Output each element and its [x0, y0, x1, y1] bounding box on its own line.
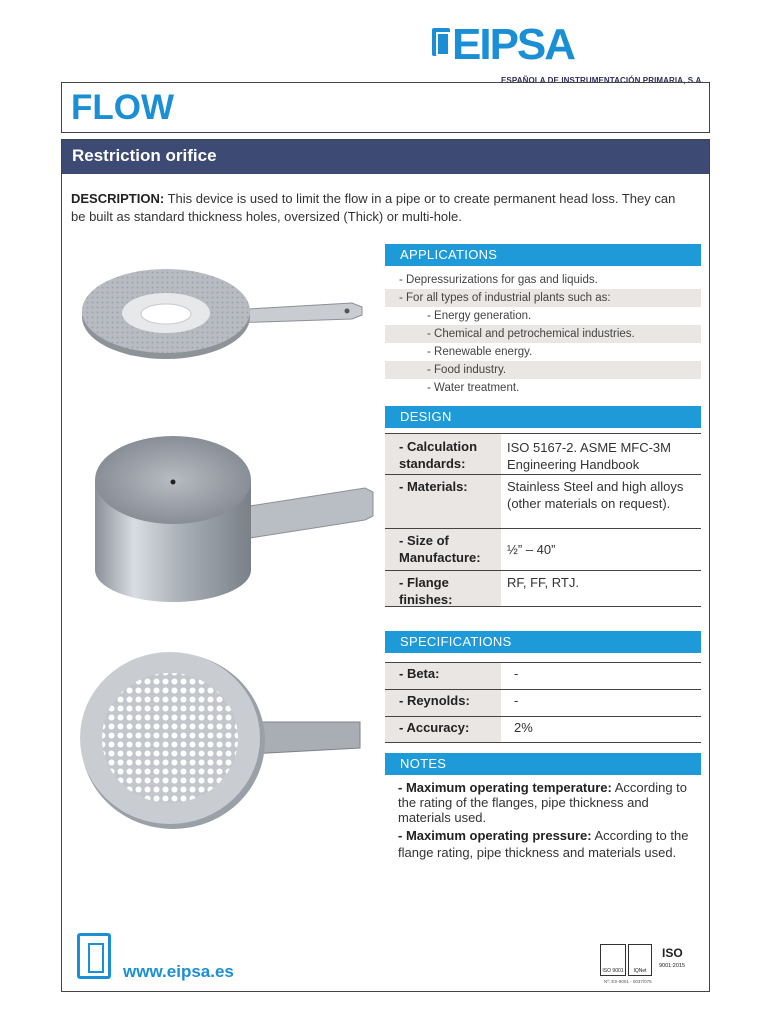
notes-header — [385, 753, 701, 775]
iso-badge-sub: 9001:2015 — [659, 963, 685, 969]
design-table — [385, 433, 701, 607]
description — [71, 190, 691, 226]
design-heading: DESIGN — [400, 409, 452, 424]
notes-heading: NOTES — [400, 756, 447, 771]
list-item: - Energy generation. — [427, 310, 532, 322]
category-header — [61, 82, 710, 133]
design-value: ½” – 40” — [507, 542, 556, 557]
logo-wordmark: EIPSA — [452, 20, 575, 69]
table-row — [385, 570, 701, 607]
list-item: - Chemical and petrochemical industries. — [385, 325, 701, 343]
applications-list — [385, 271, 701, 397]
table-row — [385, 474, 701, 528]
list-item: - For all types of industrial plants such as: — [385, 289, 701, 307]
list-item: - Depressurizations for gas and liquids. — [399, 274, 598, 286]
eipsa-mark-icon — [432, 28, 450, 56]
applications-header — [385, 244, 701, 266]
table-row — [385, 689, 701, 716]
description-text: This device is used to limit the flow in a pipe or to create permanent head loss. They can be built as standard thickness holes, oversized (Thick) or multi-hole. — [71, 191, 676, 224]
spec-key: - Accuracy: — [399, 720, 470, 735]
table-row — [385, 716, 701, 743]
table-row — [385, 433, 701, 474]
note-text: According to the rating of the flanges, pipe thickness and materials used. — [398, 780, 687, 825]
design-header — [385, 406, 701, 428]
website-link[interactable]: www.eipsa.es — [123, 962, 234, 981]
plate-orifice-photo — [80, 255, 370, 365]
product-title-bar — [62, 140, 709, 174]
spec-value: - — [514, 666, 519, 681]
spec-key: - Beta: — [399, 666, 440, 681]
list-item: - Food industry. — [385, 361, 701, 379]
eipsa-logo — [432, 18, 722, 85]
design-value: RF, FF, RTJ. — [507, 575, 579, 590]
product-title: Restriction orifice — [72, 146, 217, 165]
cert-number: Nº: ES-9001 - 0037/075 — [604, 979, 652, 984]
eipsa-footer-logo-icon — [77, 933, 111, 979]
thick-orifice-photo — [87, 430, 377, 610]
note-label: - Maximum operating pressure: — [398, 828, 592, 843]
note-text: According to the flange rating, pipe thickness and materials used. — [398, 828, 689, 860]
design-key: - Calculation standards: — [399, 439, 478, 471]
design-key: - Materials: — [399, 479, 468, 494]
note-label: - Maximum operating temperature: — [398, 780, 612, 795]
specifications-table — [385, 662, 701, 743]
iqnet-cert-icon: IQNet — [628, 944, 652, 976]
design-key: - Size of Manufacture: — [399, 533, 481, 565]
specifications-header — [385, 631, 701, 653]
design-key: - Flange finishes: — [399, 575, 453, 607]
description-label: DESCRIPTION: — [71, 191, 165, 206]
design-value: ISO 5167-2. ASME MFC-3M Engineering Handbook — [507, 440, 671, 472]
table-row — [385, 662, 701, 689]
applications-heading: APPLICATIONS — [400, 247, 498, 262]
design-value: Stainless Steel and high alloys (other materials on request). — [507, 479, 684, 511]
spec-value: 2% — [514, 720, 533, 735]
note-item — [398, 780, 701, 825]
spec-value: - — [514, 693, 519, 708]
datasheet-body — [61, 139, 710, 992]
spec-key: - Reynolds: — [399, 693, 470, 708]
notes-content — [398, 780, 701, 863]
logo-tagline: ESPAÑOLA DE INSTRUMENTACIÓN PRIMARIA, S.A. — [501, 76, 704, 85]
multi-hole-orifice-photo — [80, 650, 370, 830]
specifications-heading: SPECIFICATIONS — [400, 634, 512, 649]
table-row — [385, 528, 701, 570]
list-item: - Water treatment. — [427, 382, 520, 394]
category-title: FLOW — [71, 88, 175, 127]
iso9001-cert-icon: ISO 9001 — [600, 944, 626, 976]
note-item — [398, 827, 701, 861]
iso-badge: ISO — [662, 946, 683, 960]
list-item: - Renewable energy. — [427, 346, 533, 358]
